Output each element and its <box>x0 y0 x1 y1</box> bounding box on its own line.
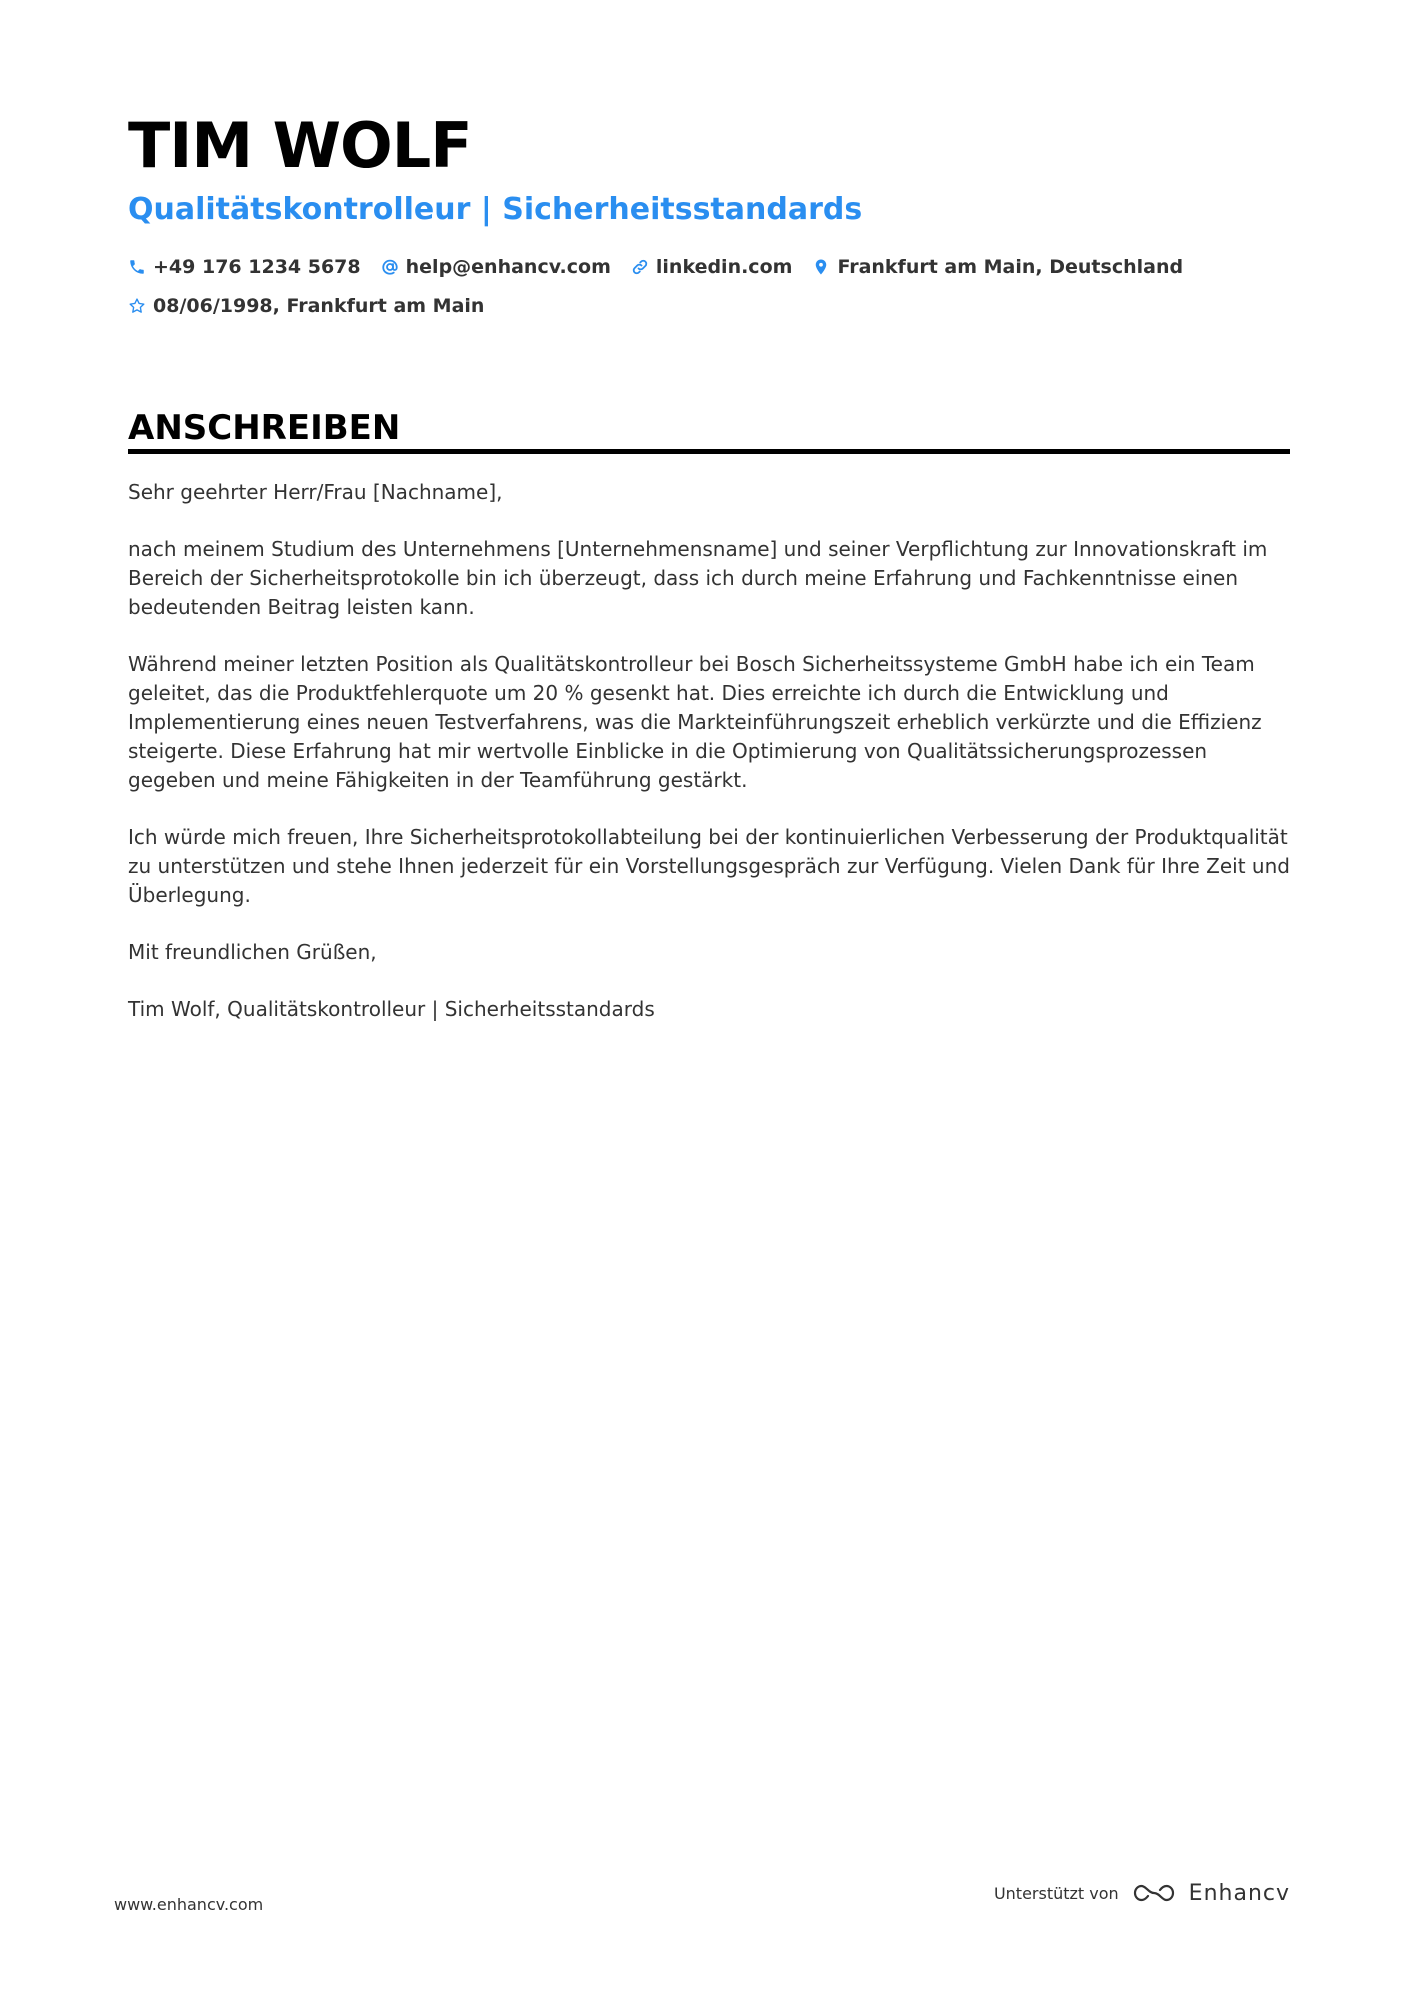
letter-body <box>128 478 1298 1052</box>
contact-row <box>128 252 1183 282</box>
contact-location <box>812 256 1183 278</box>
link-icon <box>631 258 649 276</box>
contact-email-text: help@enhancv.com <box>405 256 611 278</box>
contact-phone <box>128 256 361 278</box>
contact-row-secondary <box>128 291 484 321</box>
section-divider <box>128 449 1290 454</box>
section-title: ANSCHREIBEN <box>128 408 401 448</box>
brand-name: Enhancv <box>1188 1880 1290 1906</box>
letter-paragraph: nach meinem Studium des Unternehmens [Unternehmensname] und seiner Verpflichtung zur Innovationskraft im Bereich der Sicherheitsprotokolle bin ich überzeugt, dass ich durch meine Erfahrung und Fachkenntnisse einen bedeutenden Beitrag leisten kann. <box>128 537 1268 619</box>
letter-paragraph: Während meiner letzten Position als Qualitätskontrolleur bei Bosch Sicherheitssysteme GmbH habe ich ein Team geleitet, das die Produktfehlerquote um 20 % gesenkt hat. Dies erreichte ich durch die Entwicklung und Implementierung eines neuen Testverfahrens, was die Markteinführungszeit erheblich verkürzte und die Effizienz steigerte. Diese Erfahrung hat mir wertvolle Einblicke in die Optimierung von Qualitätssicherungsprozessen gegeben und meine Fähigkeiten in der Teamführung gestärkt. <box>128 652 1262 792</box>
closing: Mit freundlichen Grüßen, <box>128 940 377 964</box>
candidate-headline: Qualitätskontrolleur | Sicherheitsstandards <box>128 192 863 227</box>
contact-location-text: Frankfurt am Main, Deutschland <box>837 256 1184 278</box>
at-icon <box>381 258 399 276</box>
footer-website[interactable]: www.enhancv.com <box>114 1895 264 1914</box>
candidate-name: TIM WOLF <box>128 109 472 182</box>
contact-phone-text: +49 176 1234 5678 <box>153 256 361 278</box>
contact-linkedin[interactable] <box>631 256 793 278</box>
enhancv-logo-icon <box>1131 1880 1177 1906</box>
star-icon <box>128 297 146 315</box>
contact-birth-text: 08/06/1998, Frankfurt am Main <box>153 295 485 317</box>
contact-birth <box>128 295 484 317</box>
contact-linkedin-text: linkedin.com <box>655 256 793 278</box>
salutation: Sehr geehrter Herr/Frau [Nachname], <box>128 480 503 504</box>
signature: Tim Wolf, Qualitätskontrolleur | Sicherheitsstandards <box>128 997 655 1021</box>
phone-icon <box>128 258 146 276</box>
letter-paragraph: Ich würde mich freuen, Ihre Sicherheitsprotokollabteilung bei der kontinuierlichen Verbesserung der Produktqualität zu unterstützen und stehe Ihnen jederzeit für ein Vorstellungsgespräch zur Verfügung. Vielen Dank für Ihre Zeit und Überlegung. <box>128 825 1290 907</box>
contact-email[interactable] <box>381 256 611 278</box>
powered-by-label: Unterstützt von <box>993 1883 1119 1903</box>
footer-branding <box>994 1880 1290 1906</box>
location-pin-icon <box>812 258 830 276</box>
